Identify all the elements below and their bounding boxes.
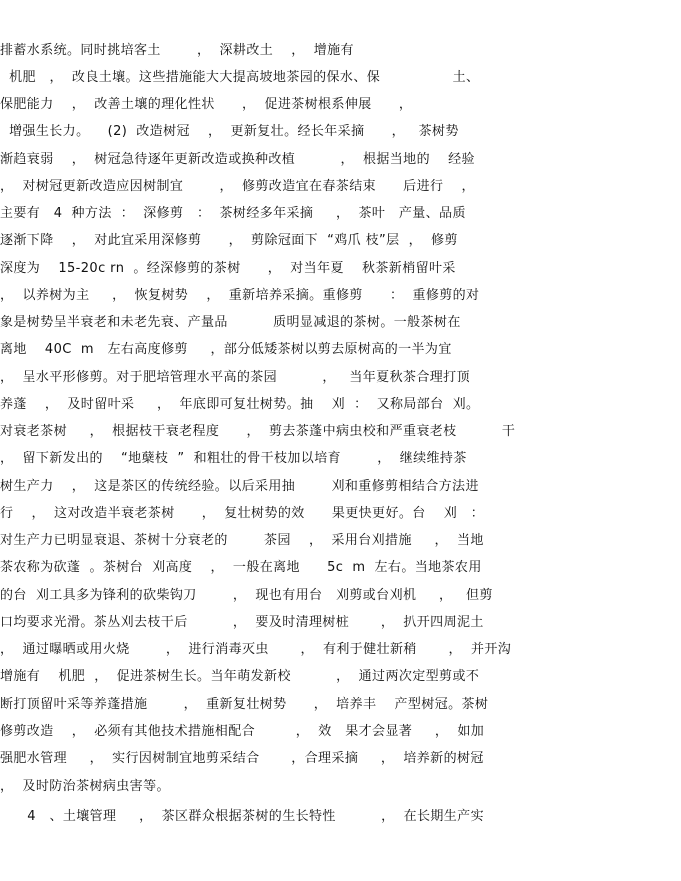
text-line: 离地 40C m 左右高度修剪 ，部分低矮茶树以剪去原树高的一半为宜 bbox=[0, 342, 452, 357]
text-line: ， 呈水平形修剪。对于肥培管理水平高的茶园 ， 当年夏秋茶合理打顶 bbox=[0, 370, 470, 385]
text-line: 行 ， 这对改造半衰老茶树 ， 复壮树势的效 果更快更好。台 刈 ： bbox=[0, 506, 485, 521]
text-line: ， 以养树为主 ， 恢复树势 ， 重新培养采摘。重修剪 ： 重修剪的对 bbox=[0, 288, 480, 303]
text-line: 增施有 机肥 ， 促进茶树生长。当年萌发新校 ， 通过两次定型剪或不 bbox=[0, 669, 480, 684]
text-line: 的台 刈工具多为锋利的砍柴钩刀 ， 现也有用台 刈剪或台刈机 ， 但剪 bbox=[0, 588, 493, 603]
text-line: 主要有 4 种方法 ： 深修剪 ： 茶树经多年采摘 ， 茶叶 产量、品质 bbox=[0, 206, 466, 221]
text-line: 4 、土壤管理 ， 茶区群众根据茶树的生长特性 ， 在长期生产实 bbox=[0, 809, 484, 824]
text-line: 树生产力 ， 这是茶区的传统经验。以后采用抽 刈和重修剪相结合方法进 bbox=[0, 479, 479, 494]
text-line: 对生产力已明显衰退、茶树十分衰老的 茶园 ， 采用台刈措施 ， 当地 bbox=[0, 533, 484, 548]
text-line: ， 及时防治茶树病虫害等。 bbox=[0, 779, 170, 794]
text-line: ， 对树冠更新改造应因树制宜 ， 修剪改造宜在春茶结束 后进行 ， bbox=[0, 179, 475, 194]
text-line: 深度为 15-20c rn 。经深修剪的茶树 ， 对当年夏 秋茶新梢留叶采 bbox=[0, 261, 456, 276]
text-line: ， 通过曝晒或用火烧 ， 进行消毒灭虫 ， 有利于健壮新稍 ， 并开沟 bbox=[0, 642, 512, 657]
text-line: 象是树势呈半衰老和未老先衰、产量品 质明显减退的茶树。一般茶树在 bbox=[0, 315, 461, 330]
text-line: 排蓄水系统。同时挑培客土 ， 深耕改土 ， 增施有 bbox=[0, 43, 354, 58]
text-line: 断打顶留叶采等养蓬措施 ， 重新复壮树势 ， 培养丰 产型树冠。茶树 bbox=[0, 697, 489, 712]
text-line: 修剪改造 ， 必须有其他技术措施相配合 ， 效 果才会显著 ， 如加 bbox=[0, 724, 485, 739]
text-line: ， 留下新发出的 “地蘖枝 ” 和粗壮的骨干枝加以培育 ， 继续维持茶 bbox=[0, 451, 467, 466]
text-line: 逐渐下降 ， 对此宜采用深修剪 ， 剪除冠面下 “鸡爪 枝”层 ， 修剪 bbox=[0, 233, 458, 248]
text-line: 对衰老茶树 ， 根据枝干衰老程度 ， 剪去茶蓬中病虫校和严重衰老枝 干 bbox=[0, 424, 516, 439]
text-line: 茶农称为砍蓬 。茶树台 刈高度 ， 一般在离地 5c m 左右。当地茶农用 bbox=[0, 560, 482, 575]
text-line: 养蓬 ， 及时留叶采 ， 年底即可复壮树势。抽 刈 ： 又称局部台 刈。 bbox=[0, 397, 480, 412]
text-line: 口均要求光滑。茶丛刈去枝干后 ， 要及时清理树桩 ， 扒开四周泥土 bbox=[0, 615, 484, 630]
text-line: 保肥能力 ， 改善土壤的理化性状 ， 促进茶树根系伸展 ， bbox=[0, 97, 413, 112]
text-line: 渐趋衰弱 ， 树冠急待逐年更新改造或换种改植 ， 根据当地的 经验 bbox=[0, 152, 475, 167]
text-line: 强肥水管理 ， 实行因树制宜地剪采结合 ，合理采摘 ， 培养新的树冠 bbox=[0, 751, 484, 766]
text-line: 增强生长力。 (2) 改造树冠 ， 更新复壮。经长年采摘 ， 茶树势 bbox=[0, 124, 459, 139]
text-line: 机肥 ， 改良土壤。这些措施能大大提高坡地茶园的保水、保 土、 bbox=[0, 70, 480, 85]
